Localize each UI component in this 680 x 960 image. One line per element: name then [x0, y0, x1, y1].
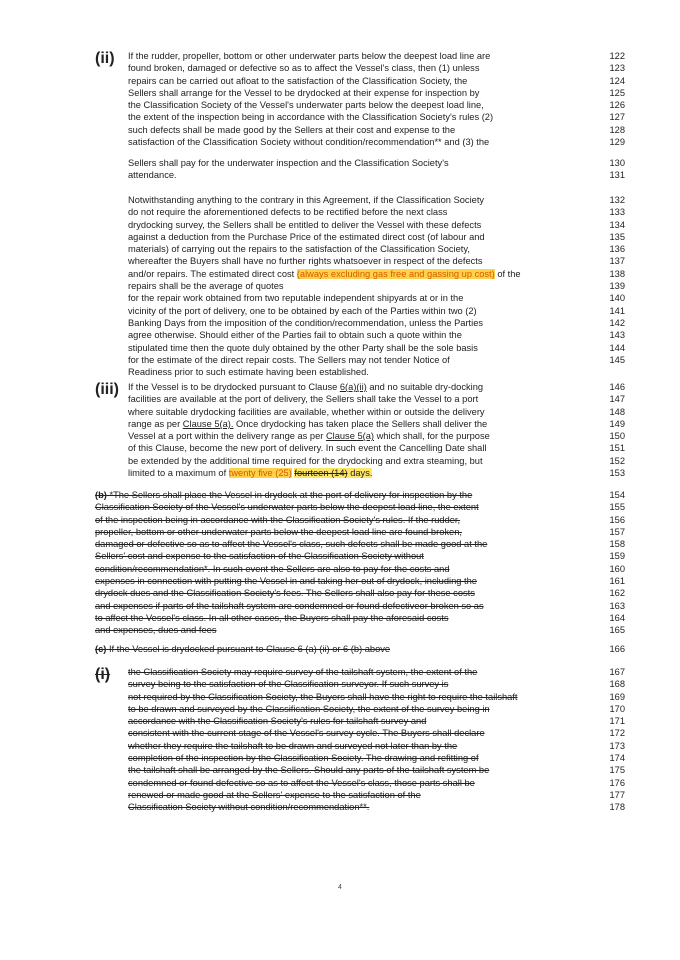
line-text: [128, 740, 457, 752]
line-number: 139: [609, 281, 625, 292]
line-text-part: If the Vessel is drydocked pursuant to Clause 6 (a) (ii) or 6 (b) above: [108, 644, 391, 654]
text-line: [0, 381, 680, 393]
line-text: [128, 789, 421, 801]
line-number: 149: [609, 418, 625, 429]
line-text: [128, 157, 449, 169]
line-text-part: whereafter the Buyers shall have no further rights whatsoever in respect of the defects: [128, 256, 483, 267]
line-text-part: materials) of carrying out the repairs to the satisfaction of the Classification Society,: [128, 244, 470, 255]
line-text-part: which shall, for the purpose: [374, 431, 490, 442]
text-line: [0, 624, 680, 636]
line-number: 178: [609, 802, 625, 813]
line-text: [128, 381, 483, 393]
line-text: [128, 111, 493, 123]
highlighted-text: twenty five (25): [228, 468, 292, 479]
text-line: [0, 455, 680, 467]
line-text: [95, 489, 472, 501]
text-line: [0, 366, 680, 378]
line-number: 169: [609, 691, 625, 702]
text-line: [0, 514, 680, 526]
text-line: [0, 393, 680, 405]
text-line: [0, 612, 680, 624]
line-text-part: the extent of the inspection being in accordance with the Classification Society's rules (2): [128, 112, 494, 123]
line-text-part: do not require the aforementioned defects to be rectified before the next class: [128, 207, 448, 218]
line-number: 156: [609, 514, 625, 525]
text-line: [0, 317, 680, 329]
line-text: [128, 169, 177, 181]
paragraph-notwithstanding-lines-b: [0, 280, 680, 378]
line-text-part: drydock dues and the Classification Society's fees. The Sellers shall also pay for these costs: [95, 588, 475, 599]
paragraph-iii: [0, 381, 680, 479]
line-text-part: of this Clause, become the new port of delivery. In such event the Cancelling Date shall: [128, 443, 487, 454]
text-line: [0, 764, 680, 776]
line-text: [128, 62, 479, 74]
line-text: [128, 124, 455, 136]
line-number: 136: [609, 244, 625, 255]
text-line: [0, 777, 680, 789]
line-number: 127: [609, 112, 625, 123]
line-number: 144: [609, 342, 625, 353]
line-number: 157: [609, 526, 625, 537]
line-number: 125: [609, 87, 625, 98]
line-text: [128, 206, 447, 218]
line-text-part: and no suitable dry-docking: [366, 382, 484, 392]
clause-reference: Clause 5(a): [325, 431, 374, 442]
paragraph-ii: [0, 50, 680, 148]
text-line: [0, 243, 680, 255]
paragraph-iii-lines-a: [0, 393, 680, 418]
paragraph-i: [0, 666, 680, 814]
line-text-part: expenses in connection with putting the Vessel in and taking her out of drydock, including the: [95, 576, 477, 587]
line-text: [128, 455, 483, 467]
line-text: [128, 366, 369, 378]
line-number: 161: [609, 576, 625, 587]
line-text: [128, 801, 369, 813]
line-number: 164: [609, 612, 625, 623]
line-number: 128: [609, 124, 625, 135]
text-line: [0, 354, 680, 366]
line-text-part: completion of the inspection by the Classification Society. The drawing and refitting of: [128, 753, 479, 764]
text-line: [0, 75, 680, 87]
line-number: 166: [609, 644, 625, 654]
line-text-part: Sellers' cost and expense to the satisfaction of the Classification Society without: [95, 551, 424, 562]
line-number: 126: [609, 100, 625, 111]
line-text-part: agree otherwise. Should either of the Parties fail to obtain such a quote within the: [128, 330, 462, 341]
line-text: [128, 691, 517, 703]
line-number: 122: [609, 51, 625, 61]
line-number: 133: [609, 207, 625, 218]
line-number: 159: [609, 551, 625, 562]
text-line: [0, 280, 680, 292]
line-number: 143: [609, 330, 625, 341]
text-line: [0, 643, 680, 655]
line-text-part: vicinity of the port of delivery, one to be obtained by each of the Parties within two (2): [128, 305, 477, 316]
line-text: [128, 678, 448, 690]
paragraph-i-lines: [0, 666, 680, 814]
line-text: [128, 715, 426, 727]
line-text-part: survey being to the satisfaction of the Classification surveyor. If such survey is: [128, 679, 449, 690]
line-text: [128, 255, 483, 267]
line-text-part: facilities are available at the port of delivery, the Sellers shall take the Vessel to a port: [128, 394, 479, 405]
clause-reference: 6(a)(ii): [339, 382, 367, 392]
line-text: [95, 526, 462, 538]
text-line: [0, 206, 680, 218]
line-text-part: limited to a maximum of: [128, 468, 229, 479]
line-text-part: accordance with the Classification Society's rules for tailshaft survey and: [128, 716, 427, 727]
line-text-part: such defects shall be made good by the Sellers at their cost and expense to the: [128, 124, 456, 135]
line-number: 175: [609, 765, 625, 776]
line-text: [128, 280, 284, 292]
line-number: 171: [609, 716, 625, 727]
line-text-part: propeller, bottom or other underwater parts below the deepest load line are found broken,: [95, 526, 462, 537]
line-number: 154: [609, 490, 625, 500]
line-number: 177: [609, 789, 625, 800]
line-text-part: If the Vessel is to be drydocked pursuant to Clause: [128, 382, 340, 392]
text-line: [0, 467, 680, 479]
line-text-part: Banking Days from the imposition of the condition/recommendation, unless the Parties: [128, 317, 484, 328]
line-number: 172: [609, 728, 625, 739]
line-text-part: satisfaction of the Classification Society without condition/recommendation** and (3) the: [128, 137, 490, 148]
line-number: 148: [609, 406, 625, 417]
text-line: [0, 62, 680, 74]
text-line: [0, 292, 680, 304]
line-text: [128, 406, 485, 418]
line-number: 145: [609, 354, 625, 365]
text-line: [0, 801, 680, 813]
text-line: [0, 111, 680, 123]
text-line: [0, 87, 680, 99]
line-number: 138: [609, 268, 625, 279]
line-text: [95, 550, 424, 562]
text-line: [0, 169, 680, 181]
line-text: [128, 342, 478, 354]
line-text: [95, 643, 390, 655]
line-text-part: renewed or made good at the Sellers' expense to the satisfaction of the: [128, 789, 421, 800]
text-line: [0, 99, 680, 111]
line-text: [95, 514, 460, 526]
line-text-part: where suitable drydocking facilities are available, whether within or outside the delivery: [128, 406, 485, 417]
line-text: [128, 243, 470, 255]
line-text-part: drydocking survey, the Sellers shall be entitled to deliver the Vessel with these defects: [128, 219, 482, 230]
text-line: [0, 715, 680, 727]
paragraph-label-b: (b): [95, 490, 107, 500]
text-line: [0, 255, 680, 267]
line-text-part: repairs shall be the average of quotes: [128, 281, 284, 292]
line-text: [95, 612, 449, 624]
paragraph-label-iii: (iii): [95, 381, 119, 398]
line-number: 140: [609, 293, 625, 304]
line-text: [95, 501, 479, 513]
line-text-part: the tailshaft shall be arranged by the Sellers. Should any parts of the tailshaft system be: [128, 765, 490, 776]
paragraph-b-lines: [0, 489, 680, 637]
paragraph-inspection-lines: [0, 157, 680, 182]
text-line: [0, 678, 680, 690]
line-text: [95, 563, 450, 575]
line-text-part: Sellers shall pay for the underwater inspection and the Classification Society's: [128, 158, 449, 168]
line-text: [128, 219, 481, 231]
line-number: 151: [609, 443, 625, 454]
text-line: [0, 752, 680, 764]
line-text-part: consistent with the current stage of the Vessel's survey cycle. The Buyers shall declare: [128, 728, 485, 739]
line-text: [95, 600, 484, 612]
page-number: 4: [338, 884, 342, 891]
line-text: [128, 268, 521, 280]
text-line: [0, 219, 680, 231]
line-number: 162: [609, 588, 625, 599]
text-line: [0, 430, 680, 442]
line-number: 168: [609, 679, 625, 690]
line-number: 135: [609, 231, 625, 242]
text-line: [0, 268, 680, 280]
line-text: [95, 624, 216, 636]
line-text-part: condemned or found defective so as to affect the Vessel's class, those parts shall be: [128, 777, 475, 788]
line-text: [128, 136, 489, 148]
line-number: 176: [609, 777, 625, 788]
text-line: [0, 740, 680, 752]
line-number: 141: [609, 305, 625, 316]
line-number: 167: [609, 667, 625, 677]
line-text-part: damaged or defective so as to affect the Vessel's class, such defects shall be made good at the: [95, 539, 488, 550]
text-line: [0, 50, 680, 62]
line-text-part: and expenses if parts of the tailshaft system are condemned or found defectiveor broken so as: [95, 600, 484, 611]
paragraph-ii-lines: [0, 50, 680, 148]
text-line: [0, 666, 680, 678]
line-text: [128, 393, 478, 405]
line-text: [128, 777, 475, 789]
paragraph-label-i: (i): [95, 666, 111, 683]
line-text-part: not required by the Classification Society, the Buyers shall have the right to require the tailshaft: [128, 691, 518, 702]
line-text: [128, 231, 485, 243]
line-text: [128, 467, 372, 479]
paragraph-label-ii: (ii): [95, 50, 115, 67]
line-number: 155: [609, 502, 625, 513]
paragraph-notwithstanding-lines-a: [0, 194, 680, 268]
highlighted-text: days.: [347, 468, 373, 479]
line-text-part: for the repair work obtained from two reputable independent shipyards at or in the: [128, 293, 464, 304]
line-number: 142: [609, 317, 625, 328]
line-text: [128, 430, 490, 442]
line-text: [128, 354, 450, 366]
line-number: 153: [609, 468, 625, 479]
line-number: 170: [609, 703, 625, 714]
line-number: 150: [609, 431, 625, 442]
line-text: [95, 587, 475, 599]
line-text: [128, 442, 486, 454]
line-number: 160: [609, 563, 625, 574]
line-number: 130: [609, 158, 625, 168]
text-line: [0, 526, 680, 538]
line-text: [95, 538, 487, 550]
line-text: [128, 727, 485, 739]
line-number: 131: [609, 170, 625, 181]
line-text-part: Once drydocking has taken place the Sellers shall deliver the: [233, 418, 488, 429]
text-line: [0, 418, 680, 430]
line-text-part: against a deduction from the Purchase Price of the estimated direct cost (of labour and: [128, 231, 485, 242]
text-line: [0, 342, 680, 354]
line-text: [128, 305, 477, 317]
text-line: [0, 538, 680, 550]
line-text-part: and/or repairs. The estimated direct cost: [128, 268, 297, 279]
paragraph-notwithstanding: [0, 194, 680, 378]
line-text-part: of the inspection being in accordance with the Classification Society's rules. If the rudder,: [95, 514, 461, 525]
paragraph-b: [0, 489, 680, 637]
line-text-part: Vessel at a port within the delivery range as per: [128, 431, 326, 442]
line-text-part: to affect the Vessel's class. In all other cases, the Buyers shall pay the aforesaid costs: [95, 612, 449, 623]
text-line: [0, 691, 680, 703]
line-text-part: be extended by the additional time required for the drydocking and extra steaming, but: [128, 455, 483, 466]
text-line: [0, 194, 680, 206]
line-text-part: Classification Society of the Vessel's underwater parts below the deepest load line, the extent: [95, 502, 479, 513]
line-number: 134: [609, 219, 625, 230]
line-number: 174: [609, 753, 625, 764]
highlighted-text: (always excluding gas free and gassing up cost): [296, 268, 495, 279]
line-text-part: attendance.: [128, 170, 177, 181]
text-line: [0, 501, 680, 513]
line-number: 173: [609, 740, 625, 751]
text-line: [0, 329, 680, 341]
line-text: [128, 666, 477, 678]
line-text: [128, 194, 484, 206]
line-text: [95, 575, 477, 587]
line-text: [128, 329, 462, 341]
line-text: [128, 703, 490, 715]
text-line: [0, 703, 680, 715]
line-number: 147: [609, 394, 625, 405]
line-text-part: Notwithstanding anything to the contrary in this Agreement, if the Classification Society: [128, 195, 485, 205]
text-line: [0, 600, 680, 612]
line-text-part: and expenses, dues and fees: [95, 625, 217, 636]
highlighted-struck-text: fourteen (14): [294, 468, 348, 479]
line-text-part: the Classification Society may require survey of the tailshaft system, the extent of the: [128, 667, 478, 677]
line-text-part: the Classification Society of the Vessel's underwater parts below the deepest load line,: [128, 100, 484, 111]
line-text-part: Sellers shall arrange for the Vessel to be drydocked at their expense for inspection by: [128, 87, 480, 98]
text-line: [0, 727, 680, 739]
line-text-part: condition/recommendation*. In such event the Sellers are also to pay for the costs and: [95, 563, 450, 574]
paragraph-inspection: [0, 157, 680, 182]
text-line: [0, 789, 680, 801]
line-text-part: If the rudder, propeller, bottom or other underwater parts below the deepest load line are: [128, 51, 491, 61]
text-line: [0, 575, 680, 587]
paragraph-label-c: (c): [95, 644, 107, 654]
text-line: [0, 406, 680, 418]
line-text-part: Classification Society without condition/recommendation**.: [128, 802, 370, 813]
line-number: 132: [609, 195, 625, 205]
line-number: 165: [609, 625, 625, 636]
line-text: [128, 99, 484, 111]
line-text: [128, 50, 490, 62]
line-text-part: stipulated time then the quote duly obtained by the other Party shall be the sole basis: [128, 342, 478, 353]
text-line: [0, 136, 680, 148]
paragraph-iii-lines-b: [0, 442, 680, 467]
line-text-part: for the estimate of the direct repair costs. The Sellers may not tender Notice of: [128, 354, 450, 365]
text-line: [0, 563, 680, 575]
line-text: [128, 87, 479, 99]
line-number: 152: [609, 455, 625, 466]
text-line: [0, 587, 680, 599]
line-number: 163: [609, 600, 625, 611]
line-text: [128, 292, 463, 304]
line-text-part: repairs can be carried out afloat to the satisfaction of the Classification Society, the: [128, 75, 468, 86]
line-text: [128, 418, 487, 430]
clause-reference: Clause 5(a).: [182, 418, 234, 429]
text-line: [0, 124, 680, 136]
line-text-part: to be drawn and surveyed by the Classification Society, the extent of the survey being in: [128, 703, 490, 714]
line-number: 129: [609, 137, 625, 148]
text-line: [0, 157, 680, 169]
line-text: [128, 317, 483, 329]
line-text-part: of the: [494, 268, 521, 279]
text-line: [0, 489, 680, 501]
line-text: [128, 75, 467, 87]
line-number: 124: [609, 75, 625, 86]
line-text-part: Readiness prior to such estimate having been established.: [128, 367, 369, 378]
line-number: 137: [609, 256, 625, 267]
line-text-part: whether they require the tailshaft to be drawn and surveyed not later than by the: [128, 740, 458, 751]
line-text: [128, 764, 489, 776]
text-line: [0, 305, 680, 317]
line-text-part: *The Sellers shall place the Vessel in drydock at the port of delivery for inspection by the: [109, 490, 473, 500]
line-number: 123: [609, 63, 625, 74]
text-line: [0, 231, 680, 243]
line-text: [128, 752, 479, 764]
line-number: 158: [609, 539, 625, 550]
line-text-part: found broken, damaged or defective so as to affect the Vessel's class, then (1) unless: [128, 63, 480, 74]
paragraph-c: [0, 643, 680, 655]
text-line: [0, 442, 680, 454]
line-text-part: range as per: [128, 418, 183, 429]
line-number: 146: [609, 382, 625, 392]
text-line: [0, 550, 680, 562]
